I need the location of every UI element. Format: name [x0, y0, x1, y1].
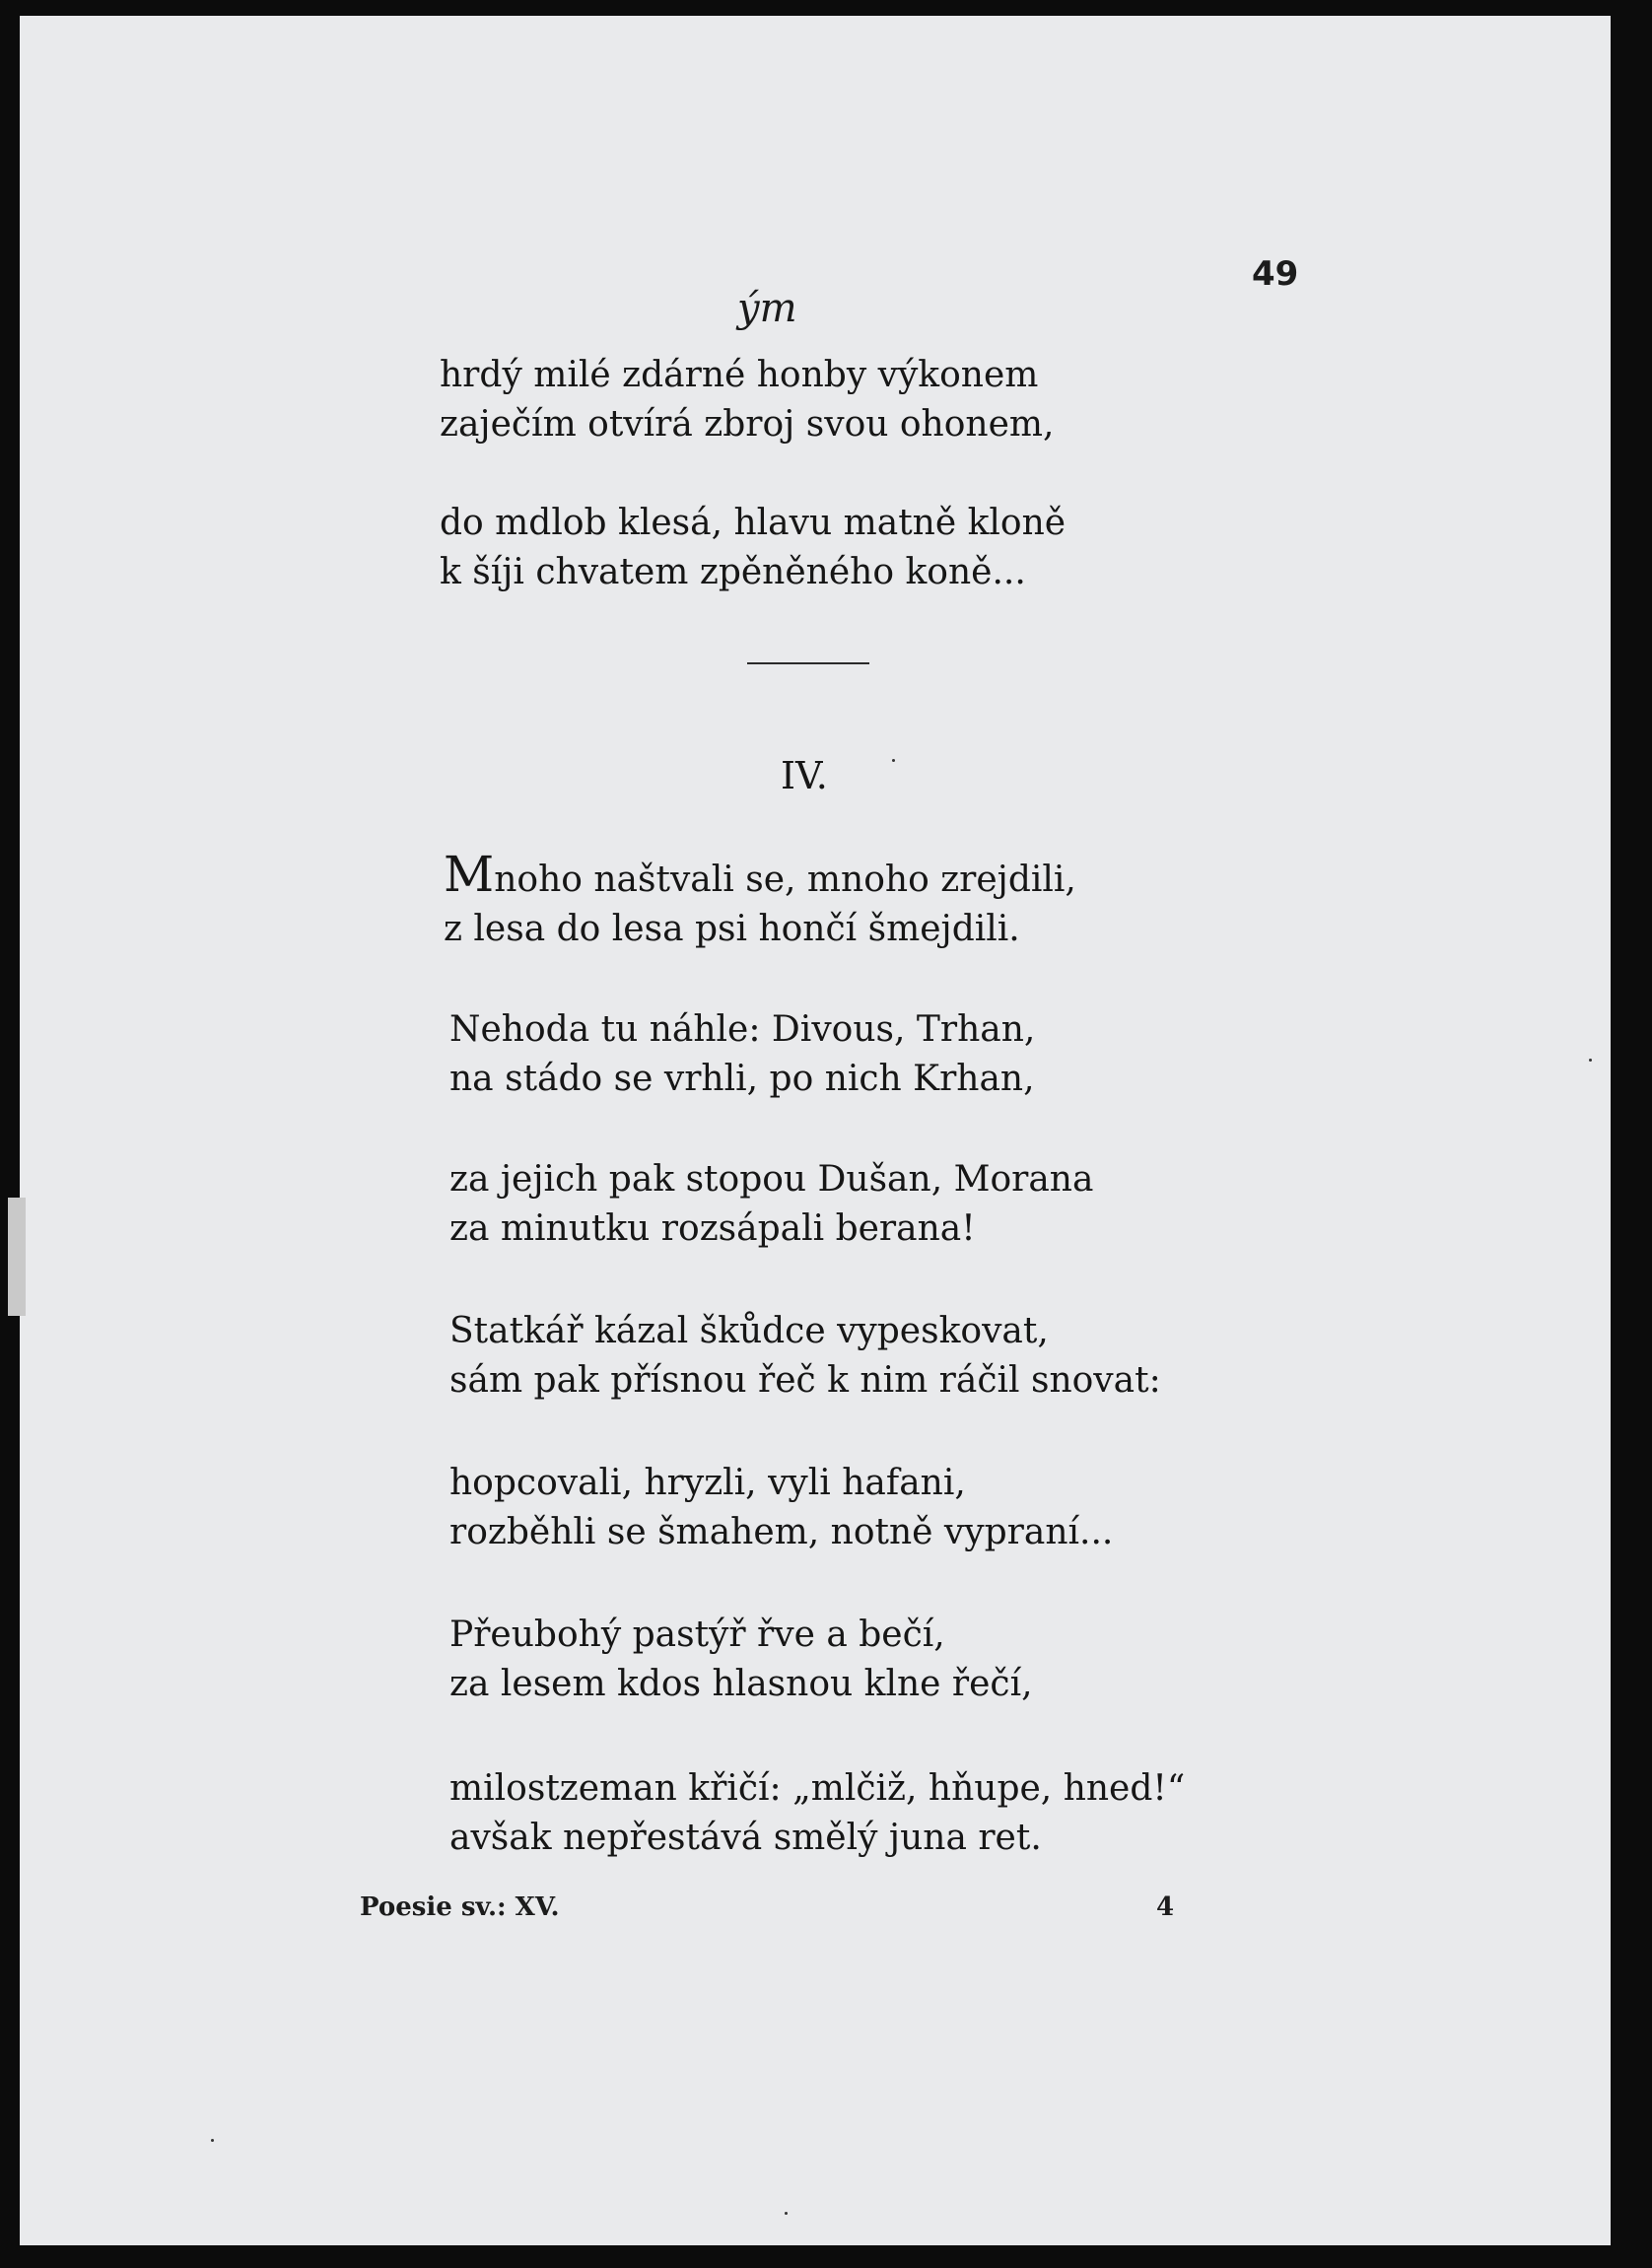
section-divider-rule	[747, 662, 869, 664]
verse-line: na stádo se vrhli, po nich Krhan,	[449, 1059, 1035, 1099]
verse-line: rozběhli se šmahem, notně vypraní...	[449, 1512, 1114, 1552]
stanza	[449, 1764, 1185, 1863]
footer-sheet-number: 4	[1156, 1892, 1175, 1922]
section-heading: IV.	[781, 754, 828, 797]
verse-line: hopcovali, hryzli, vyli hafani,	[449, 1463, 966, 1503]
verse-line: do mdlob klesá, hlavu matně kloně	[440, 503, 1067, 543]
verse-line	[444, 846, 1076, 905]
verse-line: sám pak přísnou řeč k nim ráčil snovat:	[449, 1360, 1161, 1401]
verse-line: milostzeman křičí: „mlčiž, hňupe, hned!“	[449, 1768, 1186, 1809]
footer-signature: Poesie sv.: XV.	[360, 1892, 560, 1922]
stanza	[444, 846, 1076, 954]
verse-line: Nehoda tu náhle: Divous, Trhan,	[449, 1009, 1036, 1050]
verse-line: za lesem kdos hlasnou klne řečí,	[449, 1664, 1033, 1704]
verse-line: za minutku rozsápali berana!	[449, 1208, 976, 1249]
print-speck	[785, 2212, 788, 2215]
drop-initial: M	[444, 846, 495, 903]
verse-line: hrdý milé zdárné honby výkonem	[440, 355, 1039, 395]
page-number: 49	[1252, 254, 1299, 294]
print-speck	[211, 2139, 214, 2142]
verse-line: k šíji chvatem zpěněného koně...	[440, 552, 1026, 592]
stanza	[449, 1155, 1093, 1254]
verse-line: Statkář kázal škůdce vypeskovat,	[449, 1311, 1049, 1351]
verse-line: z lesa do lesa psi hončí šmejdili.	[444, 909, 1020, 949]
stanza	[440, 499, 1066, 597]
stanza	[449, 1307, 1161, 1406]
verse-line: za jejich pak stopou Dušan, Morana	[449, 1159, 1094, 1200]
stanza	[449, 1459, 1113, 1557]
verse-line: avšak nepřestává smělý juna ret.	[449, 1818, 1042, 1858]
stanza	[449, 1005, 1035, 1104]
print-speck	[892, 759, 895, 762]
print-speck	[1589, 1059, 1592, 1062]
verse-line: zaječím otvírá zbroj svou ohonem,	[440, 404, 1055, 445]
stanza	[449, 1611, 1033, 1709]
stanza	[440, 351, 1054, 449]
verse-line: Přeubohý pastýř řve a bečí,	[449, 1615, 945, 1655]
handwritten-correction: ým	[737, 286, 797, 331]
page-edge-binding	[8, 1198, 26, 1316]
verse-line-text: noho naštvali se, mnoho zrejdili,	[494, 859, 1076, 900]
